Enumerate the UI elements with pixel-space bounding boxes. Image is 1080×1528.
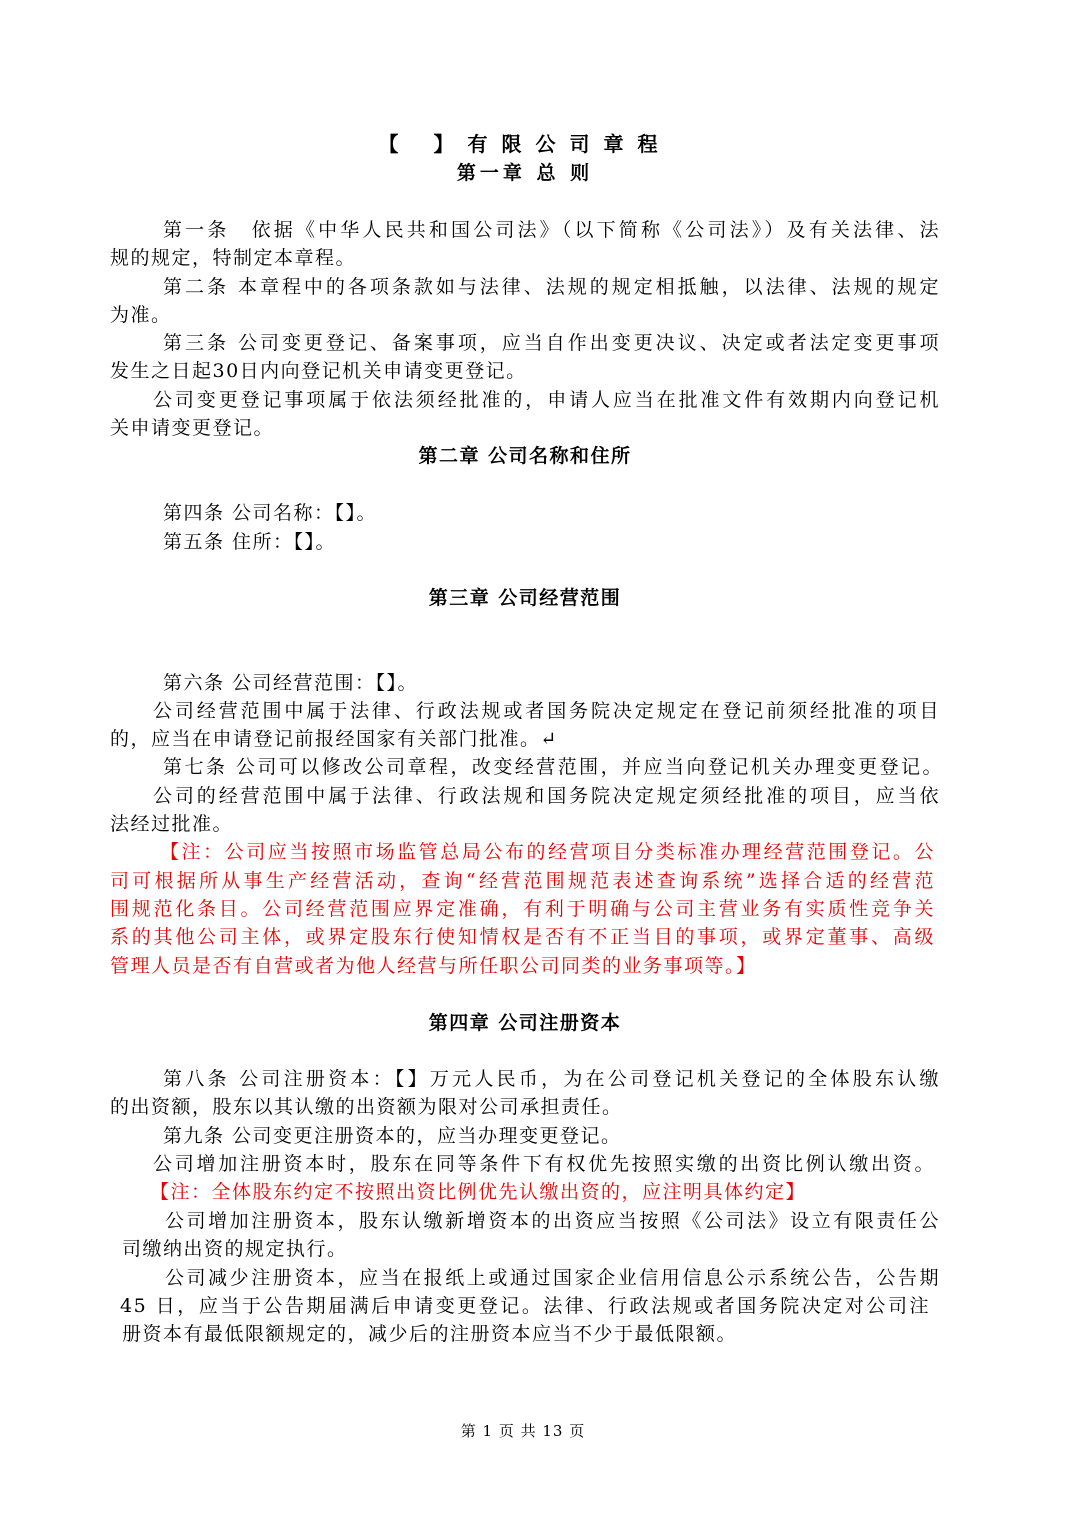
note-line: 【注：全体股东约定不按照出资比例优先认缴出资的，应注明具体约定】 [150, 1181, 807, 1203]
paragraph-line: 公司变更登记事项属于依法须经批准的，申请人应当在批准文件有效期内向登记机 [153, 389, 940, 411]
paragraph-line: 公司增加注册资本，股东认缴新增资本的出资应当按照《公司法》设立有限责任公 [165, 1210, 940, 1232]
note-line: 系的其他公司主体，或界定股东行使知情权是否有不正当目的事项，或界定董事、高级 [110, 926, 935, 948]
chapter-heading: 第三章 公司经营范围 [428, 587, 622, 609]
paragraph-line: 册资本有最低限额规定的，减少后的注册资本应当不少于最低限额。 [122, 1323, 738, 1345]
chapter-heading: 第一章 总 则 [456, 162, 594, 184]
paragraph-line: 关申请变更登记。 [110, 417, 275, 439]
paragraph-line: 公司经营范围中属于法律、行政法规或者国务院决定规定在登记前须经批准的项目 [153, 700, 940, 722]
note-line: 管理人员是否有自营或者为他人经营与所任职公司同类的业务事项等。】 [110, 955, 757, 977]
paragraph-line: 法经过批准。 [110, 813, 234, 835]
paragraph-line: 为准。 [110, 304, 172, 326]
note-line: 【注：公司应当按照市场监管总局公布的经营项目分类标准办理经营范围登记。公 [160, 841, 935, 863]
paragraph-line: 公司减少注册资本，应当在报纸上或通过国家企业信用信息公示系统公告，公告期 [165, 1267, 940, 1289]
paragraph-line: 司缴纳出资的规定执行。 [122, 1238, 348, 1260]
paragraph-line: 第四条 公司名称：【】。 [163, 502, 378, 524]
paragraph-line: 发生之日起30日内向登记机关申请变更登记。 [110, 360, 527, 382]
paragraph-line: 的，应当在申请登记前报经国家有关部门批准。↵ [110, 728, 558, 750]
paragraph-line: 第二条 本章程中的各项条款如与法律、法规的规定相抵触，以法律、法规的规定 [163, 276, 940, 298]
note-line: 司可根据所从事生产经营活动，查询“经营范围规范表述查询系统”选择合适的经营范 [110, 870, 935, 892]
document-title: 【 】有限公司章程 [378, 132, 672, 156]
paragraph-line: 第三条 公司变更登记、备案事项，应当自作出变更决议、决定或者法定变更事项 [163, 332, 940, 354]
paragraph-line: 45 日，应当于公告期届满后申请变更登记。法律、行政法规或者国务院决定对公司注 [120, 1295, 930, 1317]
paragraph-line: 第九条 公司变更注册资本的，应当办理变更登记。 [163, 1125, 622, 1147]
paragraph-line: 规的规定，特制定本章程。 [110, 247, 357, 269]
note-line: 围规范化条目。公司经营范围应界定准确，有利于明确与公司主营业务有实质性竞争关 [110, 898, 935, 920]
page-footer: 第 1 页 共 13 页 [460, 1422, 586, 1440]
paragraph-line: 第七条 公司可以修改公司章程，改变经营范围，并应当向登记机关办理变更登记。 [163, 756, 943, 778]
paragraph-line: 第六条 公司经营范围：【】。 [163, 672, 419, 694]
paragraph-line: 第五条 住所：【】。 [163, 531, 337, 553]
paragraph-line: 的出资额，股东以其认缴的出资额为限对公司承担责任。 [110, 1096, 623, 1118]
chapter-heading: 第四章 公司注册资本 [428, 1012, 622, 1034]
paragraph-line: 第一条 依据《中华人民共和国公司法》（以下简称《公司法》）及有关法律、法 [163, 219, 940, 241]
chapter-heading: 第二章 公司名称和住所 [418, 445, 632, 467]
paragraph-line: 公司的经营范围中属于法律、行政法规和国务院决定规定须经批准的项目，应当依 [153, 785, 940, 807]
paragraph-line: 第八条 公司注册资本：【】万元人民币，为在公司登记机关登记的全体股东认缴 [163, 1068, 940, 1090]
paragraph-line: 公司增加注册资本时，股东在同等条件下有权优先按照实缴的出资比例认缴出资。 [153, 1153, 935, 1175]
